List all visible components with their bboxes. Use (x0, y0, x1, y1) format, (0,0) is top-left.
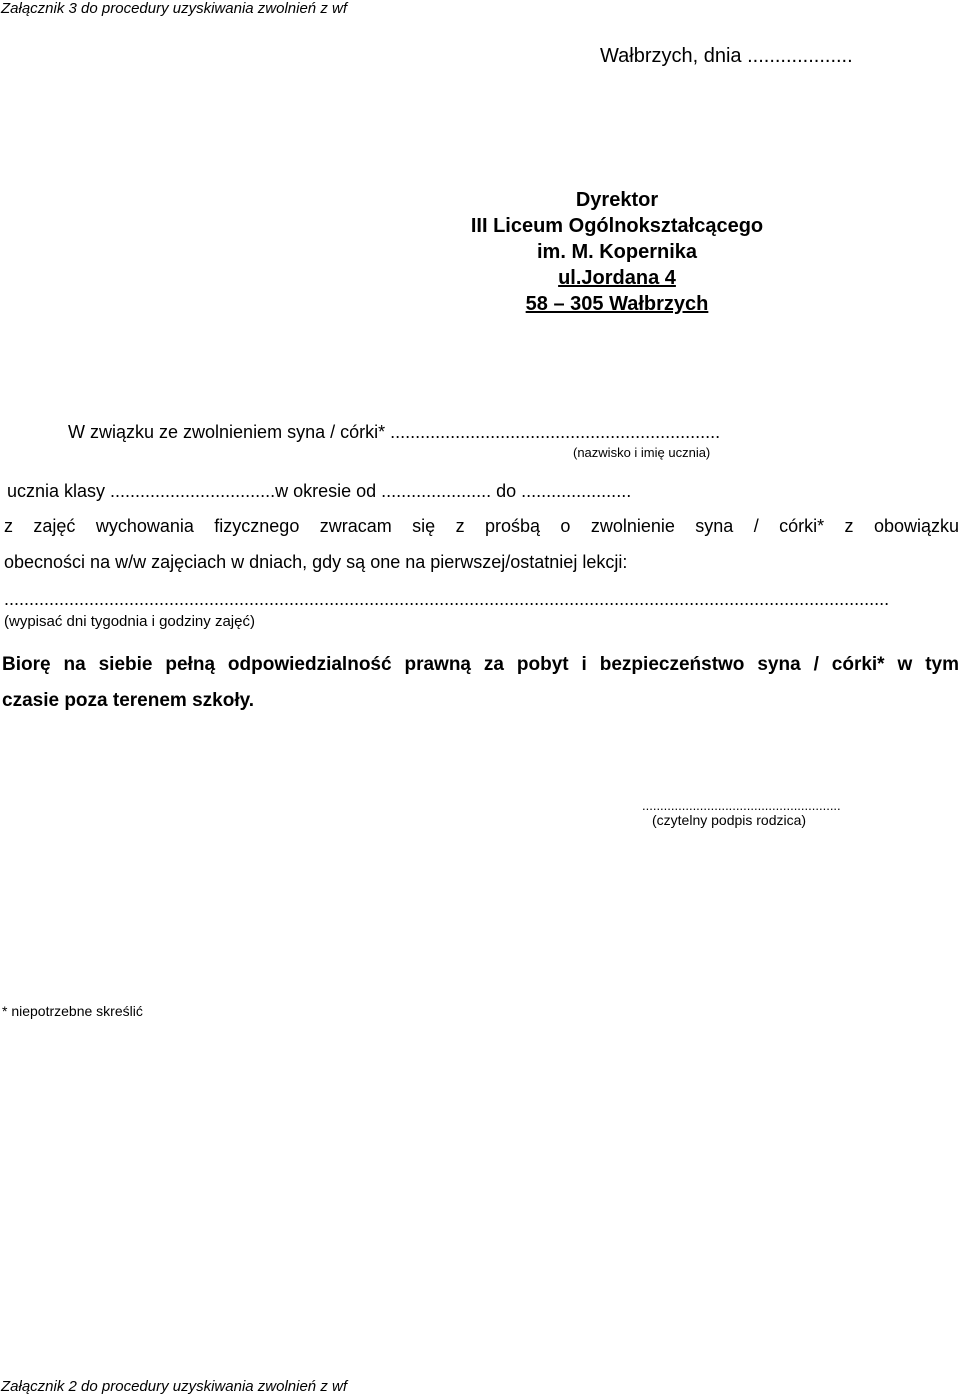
header-attachment-note: Załącznik 3 do procedury uzyskiwania zwolnień z wf (1, 0, 347, 17)
addressee-street: ul.Jordana 4 (558, 267, 676, 289)
addressee-school: III Liceum Ogólnokształcącego (470, 215, 764, 237)
class-and-period-line: ucznia klasy .................................w okresie od ...................... do ...................... (7, 481, 632, 501)
addressee-patron: im. M. Kopernika (536, 241, 698, 263)
addressee-city: 58 – 305 Wałbrzych (525, 293, 709, 315)
intro-line: W związku ze zwolnieniem syna / córki* .................................................................. (68, 422, 721, 442)
responsibility-line2: czasie poza terenem szkoły. (2, 690, 255, 711)
signature-label: (czytelny podpis rodzica) (652, 812, 807, 828)
footnote: * niepotrzebne skreślić (2, 1003, 143, 1019)
footer-attachment-note: Załącznik 2 do procedury uzyskiwania zwolnień z wf (1, 1378, 347, 1395)
request-paragraph-line2: obecności na w/w zajęciach w dniach, gdy są one na pierwszej/ostatniej lekcji: (4, 552, 628, 572)
addressee-block (452, 187, 782, 317)
addressee-title: Dyrektor (575, 189, 659, 211)
days-hint: (wypisać dni tygodnia i godziny zajęć) (4, 613, 255, 630)
days-fill-line: ................................................................................................................................................................................. (4, 589, 890, 609)
place-and-date: Wałbrzych, dnia ................... (600, 45, 853, 67)
request-paragraph-line1: z zajęć wychowania fizycznego zwracam się z prośbą o zwolnienie syna / córki* z obowiązku (4, 516, 959, 536)
signature-line: ....................................................... (642, 798, 841, 813)
student-name-hint: (nazwisko i imię ucznia) (573, 445, 711, 460)
responsibility-line1: Biorę na siebie pełną odpowiedzialność prawną za pobyt i bezpieczeństwo syna / córki* w tym (2, 654, 959, 675)
